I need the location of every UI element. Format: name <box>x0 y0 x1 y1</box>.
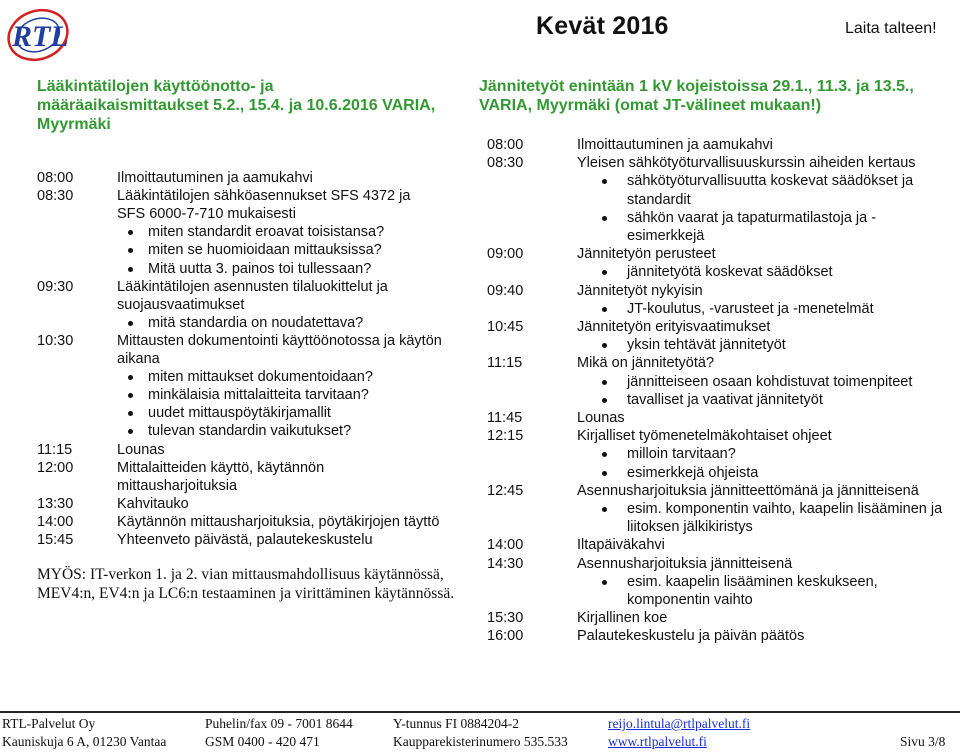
schedule-bullet-text: liitoksen jälkikiristys <box>627 519 753 536</box>
schedule-time: 15:30 <box>487 610 524 627</box>
bullet-icon <box>602 452 607 457</box>
bullet-icon <box>128 375 133 380</box>
footer-ytunnus: Y-tunnus FI 0884204-2 <box>393 716 520 731</box>
left-title-line: määräaikaismittaukset 5.2., 15.4. ja 10.6.2016 VARIA, <box>37 97 436 114</box>
left-title-line: Myyrmäki <box>37 116 111 133</box>
left-title-line: Lääkintätilojen käyttöönotto- ja <box>37 78 274 95</box>
bullet-icon <box>128 393 133 398</box>
schedule-bullet-text: sähkötyöturvallisuutta koskevat säädökset ja <box>627 173 914 190</box>
schedule-text: Mikä on jännitetyötä? <box>577 355 715 372</box>
bullet-icon <box>602 343 607 348</box>
schedule-time: 16:00 <box>487 628 524 645</box>
schedule-bullet-text: mitä standardia on noudatettava? <box>148 314 364 331</box>
schedule-time: 08:00 <box>487 137 524 153</box>
schedule-text: Jännitetyön perusteet <box>577 246 716 263</box>
schedule-bullet-text: jännitteiseen osaan kohdistuvat toimenpiteet <box>627 373 913 390</box>
bullet-icon <box>128 248 133 253</box>
footer-email-link[interactable]: reijo.lintula@rtlpalvelut.fi <box>608 716 751 731</box>
schedule-text: Mittausten dokumentointi käyttöönotossa ja käytön <box>117 332 442 349</box>
schedule-bullet-text: minkälaisia mittalaitteita tarvitaan? <box>148 387 369 404</box>
footer-phone: Puhelin/fax 09 - 7001 8644 <box>205 716 353 731</box>
left-course-title <box>37 77 467 134</box>
footer-divider <box>0 711 960 713</box>
schedule-bullet-text: yksin tehtävät jännitetyöt <box>627 337 786 354</box>
schedule-text: Ilmoittautuminen ja aamukahvi <box>577 137 773 153</box>
bullet-icon <box>602 216 607 221</box>
schedule-bullet-text: milloin tarvitaan? <box>627 446 736 463</box>
bullet-icon <box>602 580 607 585</box>
schedule-bullet-text: tulevan standardin vaikutukset? <box>148 423 352 440</box>
myos-note <box>37 565 477 603</box>
bullet-icon <box>128 267 133 272</box>
bullet-icon <box>128 321 133 326</box>
schedule-time: 09:40 <box>487 282 524 299</box>
right-course-title <box>479 77 949 115</box>
schedule-time: 11:15 <box>37 441 73 458</box>
schedule-text: Kahvitauko <box>117 495 189 512</box>
schedule-time: 08:30 <box>37 188 74 205</box>
schedule-text: Asennusharjoituksia jännitteettömänä ja jännitteisenä <box>577 482 919 499</box>
footer-address: Kauniskuja 6 A, 01230 Vantaa <box>2 734 167 749</box>
schedule-text: mittausharjoituksia <box>117 477 238 494</box>
schedule-bullet-text: tavalliset ja vaativat jännitetyöt <box>627 391 823 408</box>
schedule-bullet-text: esim. kaapelin lisääminen keskukseen, <box>627 573 878 590</box>
schedule-bullet-text: Mitä uutta 3. painos toi tullessaan? <box>148 260 372 277</box>
schedule-text: SFS 6000-7-710 mukaisesti <box>117 206 296 223</box>
myos-line: MEV4:n, EV4:n ja LC6:n testaaminen ja virittäminen käytännössä. <box>37 585 455 602</box>
bullet-icon <box>602 179 607 184</box>
schedule-text: Lounas <box>117 441 165 458</box>
schedule-bullet-text: jännitetyötä koskevat säädökset <box>627 264 833 281</box>
schedule-bullet-text: JT-koulutus, -varusteet ja -menetelmät <box>627 300 874 317</box>
bullet-icon <box>602 270 607 275</box>
footer-company: RTL-Palvelut Oy <box>2 716 96 731</box>
myos-line: MYÖS: IT-verkon 1. ja 2. vian mittausmahdollisuus käytännössä, <box>37 566 444 583</box>
schedule-time: 12:00 <box>37 459 74 476</box>
schedule-bullet-text: esimerkkejä ohjeista <box>627 464 759 481</box>
logo-text: RTL <box>12 20 69 53</box>
footer-website-link[interactable]: www.rtlpalvelut.fi <box>608 734 707 749</box>
bullet-icon <box>602 398 607 403</box>
schedule-text: Kirjalliset työmenetelmäkohtaiset ohjeet <box>577 428 832 445</box>
schedule-text: Jännitetyön erityisvaatimukset <box>577 319 771 335</box>
schedule-time: 12:15 <box>487 428 524 445</box>
schedule-text: Jännitetyöt nykyisin <box>577 282 703 299</box>
bullet-icon <box>602 380 607 385</box>
footer-gsm: GSM 0400 - 420 471 <box>205 734 320 749</box>
schedule-bullet-text: miten se huomioidaan mittauksissa? <box>148 242 382 259</box>
right-title-line: Jännitetyöt enintään 1 kV kojeistoissa 29.1., 11.3. ja 13.5., <box>479 78 914 95</box>
page-subtitle: Laita talteen! <box>845 20 937 37</box>
schedule-bullet-text: esim. komponentin vaihto, kaapelin lisääminen ja <box>627 501 943 517</box>
schedule-text: Yhteenveto päivästä, palautekeskustelu <box>117 532 373 548</box>
schedule-text: Yleisen sähkötyöturvallisuuskurssin aiheiden kertaus <box>577 155 916 172</box>
footer-kaupparekisteri: Kaupparekisterinumero 535.533 <box>393 734 568 749</box>
page-title: Kevät 2016 <box>536 12 669 40</box>
schedule-bullet-text: uudet mittauspöytäkirjamallit <box>148 405 331 422</box>
schedule-time: 09:00 <box>487 246 524 263</box>
bullet-icon <box>128 411 133 416</box>
schedule-text: suojausvaatimukset <box>117 296 245 313</box>
schedule-text: Lääkintätilojen sähköasennukset SFS 4372 ja <box>117 188 411 205</box>
schedule-time: 09:30 <box>37 278 74 295</box>
schedule-time: 14:00 <box>37 513 74 530</box>
schedule-time: 12:45 <box>487 482 524 499</box>
schedule-text: Kirjallinen koe <box>577 610 668 627</box>
schedule-text: Käytännön mittausharjoituksia, pöytäkirjojen täyttö <box>117 513 440 530</box>
schedule-time: 08:00 <box>37 170 74 186</box>
schedule-bullet-text: sähkön vaarat ja tapaturmatilastoja ja - <box>627 209 877 226</box>
footer <box>0 700 960 752</box>
schedule-time: 11:15 <box>487 355 523 372</box>
schedule-time: 10:30 <box>37 332 74 349</box>
schedule-time: 11:45 <box>487 410 523 426</box>
schedule-bullet-text: komponentin vaihto <box>627 592 753 608</box>
footer-page-number: Sivu 3/8 <box>900 734 946 749</box>
schedule-text: Iltapäiväkahvi <box>577 537 665 554</box>
schedule-bullet-text: standardit <box>627 191 691 208</box>
schedule-text: Lääkintätilojen asennusten tilaluokittelut ja <box>117 278 388 295</box>
schedule-time: 14:30 <box>487 555 524 572</box>
schedule-text: Ilmoittautuminen ja aamukahvi <box>117 170 313 186</box>
rtl-logo <box>4 2 72 64</box>
bullet-icon <box>128 230 133 235</box>
schedule-text: Mittalaitteiden käyttö, käytännön <box>117 459 325 476</box>
schedule-text: Palautekeskustelu ja päivän päätös <box>577 628 805 645</box>
schedule-time: 14:00 <box>487 537 524 554</box>
schedule-text: Asennusharjoituksia jännitteisenä <box>577 555 793 572</box>
schedule-time: 10:45 <box>487 319 524 335</box>
bullet-icon <box>128 429 133 434</box>
schedule-bullet-text: miten standardit eroavat toisistansa? <box>148 224 385 241</box>
schedule-text: Lounas <box>577 410 625 426</box>
schedule-bullet-text: miten mittaukset dokumentoidaan? <box>148 369 373 386</box>
schedule-text: aikana <box>117 351 160 367</box>
bullet-icon <box>602 307 607 312</box>
schedule-bullet-text: esimerkkejä <box>627 228 705 244</box>
bullet-icon <box>602 471 607 476</box>
bullet-icon <box>602 507 607 512</box>
schedule-time: 08:30 <box>487 155 524 172</box>
schedule-time: 15:45 <box>37 532 74 548</box>
right-title-line: VARIA, Myyrmäki (omat JT-välineet mukaan!) <box>479 97 822 114</box>
schedule-time: 13:30 <box>37 495 74 512</box>
